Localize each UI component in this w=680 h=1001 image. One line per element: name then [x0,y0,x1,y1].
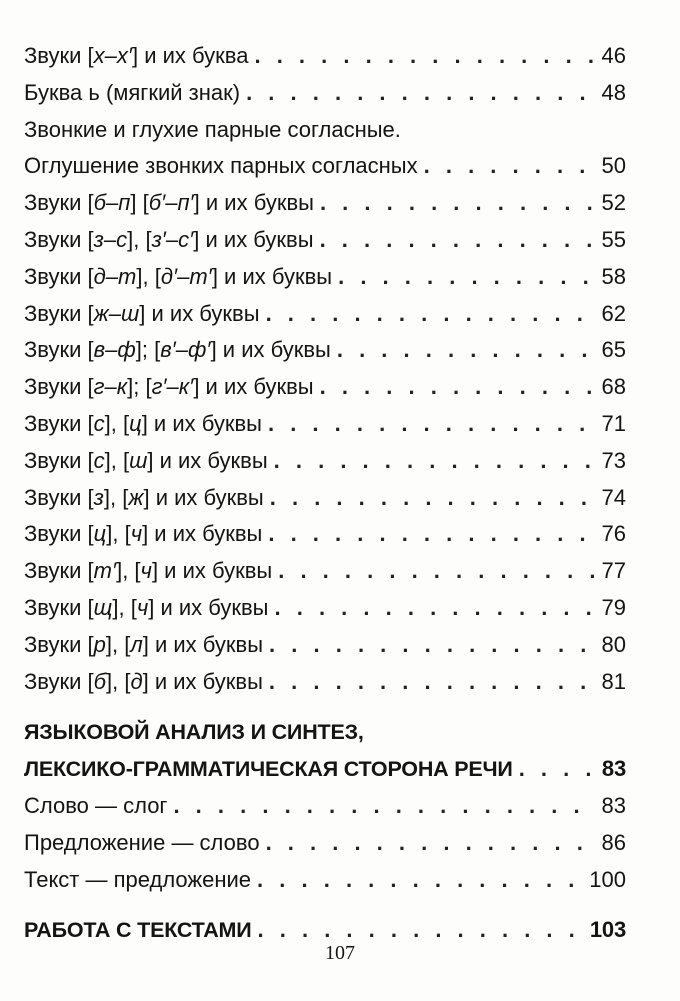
title-text: ] и их буквы [210,337,331,363]
dot-leader [338,259,595,296]
dot-leader [270,480,596,517]
dot-leader [246,75,595,112]
toc-entry [24,788,626,825]
toc-page-number: 83 [601,792,626,818]
toc-entry-title [24,148,418,185]
title-text: ], [ [104,410,130,436]
title-text: ] и их буквы [141,410,262,436]
toc-entry [24,148,626,185]
phonetic-notation: з–с [93,226,128,252]
toc-entry-title [24,259,332,296]
dot-leader [257,862,583,899]
title-text: Звонкие и глухие парные согласные. [24,116,401,142]
dot-leader [275,590,596,627]
title-text: Звуки [ [24,594,94,620]
toc-entry [24,406,626,443]
phonetic-notation: х–х′ [93,43,133,68]
dot-leader [337,332,596,369]
toc-entry-title [24,751,513,788]
dot-leader [320,185,596,222]
toc-entry [24,296,626,333]
page-number: 107 [325,942,355,964]
toc-entry-title [24,627,263,664]
toc-page-number: 48 [601,79,626,105]
toc-page-number: 76 [601,521,626,547]
table-of-contents [24,38,626,949]
toc-entry-title [24,714,626,751]
title-text: ] и их буква [132,43,249,68]
phonetic-notation: ч [140,558,152,584]
title-text: ЛЕКСИКО-ГРАММАТИЧЕСКАЯ СТОРОНА РЕЧИ [24,757,513,782]
title-text: ], [ [112,594,137,620]
toc-entry [24,480,626,517]
title-text: Звуки [ [24,668,94,694]
toc-page-number: 80 [601,631,626,657]
phonetic-notation: б′–п′ [148,190,194,216]
title-text: ] и их буквы [143,484,264,510]
phonetic-notation: с [93,447,105,473]
toc-page-number: 50 [601,153,626,179]
toc-entry [24,112,626,149]
title-text: ] и их буквы [193,226,314,252]
title-text: Звуки [ [24,263,94,289]
title-text: Звуки [ [24,484,94,510]
toc-entry-title [24,516,262,553]
phonetic-notation: ч [136,594,149,620]
toc-page-number: 55 [601,226,626,252]
toc-entry-title [24,38,248,75]
title-text: Звуки [ [24,337,94,363]
phonetic-notation: з′–с′ [151,226,194,252]
toc-page-number: 46 [601,43,626,68]
toc-entry [24,664,626,701]
phonetic-notation: ж [128,484,144,510]
toc-section-heading [24,751,626,788]
phonetic-notation: в′–ф′ [160,337,211,363]
toc-entry [24,443,626,480]
toc-page-number: 100 [589,866,626,892]
title-text: ] и их буквы [142,521,263,547]
phonetic-notation: д–т [93,263,137,289]
toc-entry-title [24,443,268,480]
toc-entry-title [24,332,331,369]
title-text: Звуки [ [24,521,94,547]
title-text: ], [ [103,484,129,510]
dot-leader [173,788,595,825]
title-text: Слово — слог [24,792,168,818]
phonetic-notation: б–п [93,190,131,216]
toc-entry-title [24,112,626,149]
phonetic-notation: ж–ш [93,300,140,326]
toc-entry-title [24,788,167,825]
toc-entry [24,259,626,296]
section-spacer [24,898,626,912]
title-text: Звуки [ [24,300,94,326]
dot-leader [278,553,595,590]
phonetic-notation: с [93,410,105,436]
toc-entry [24,332,626,369]
toc-entry-title [24,406,262,443]
toc-entry-title [24,590,269,627]
title-text: ], [ [116,558,141,584]
title-text: ] и их буквы [151,558,273,584]
toc-entry [24,185,626,222]
toc-page-number: 68 [601,374,626,400]
title-text: Звуки [ [24,631,94,657]
toc-entry-title [24,75,240,112]
toc-entry-title [24,480,264,517]
toc-entry [24,553,626,590]
title-text: Звуки [ [24,558,94,584]
toc-entry-title [24,296,260,333]
title-text: Предложение — слово [24,829,260,855]
toc-entry [24,516,626,553]
title-text: Звуки [ [24,374,94,400]
phonetic-notation: ц [93,521,107,547]
title-text: Звуки [ [24,226,94,252]
toc-page-number: 79 [601,594,626,620]
toc-entry-title [24,862,251,899]
dot-leader [519,751,596,788]
title-text: ] и их буквы [211,263,333,289]
title-text: РАБОТА С ТЕКСТАМИ [24,918,252,943]
title-text: Звуки [ [24,410,94,436]
toc-page-number: 62 [601,300,626,326]
phonetic-notation: ш [129,447,148,473]
title-text: ], [ [106,521,131,547]
toc-page-number: 58 [601,263,626,289]
toc-entry-title [24,825,260,862]
dot-leader [254,38,595,75]
toc-entry-title [24,553,272,590]
toc-page-number: 74 [601,484,626,510]
dot-leader [268,406,596,443]
toc-entry [24,590,626,627]
title-text: ] и их буквы [147,447,268,473]
toc-page-number: 73 [601,447,626,473]
title-text: ] [ [130,190,149,216]
dot-leader [424,148,596,185]
title-text: ]; [ [127,374,152,400]
title-text: ] и их буквы [193,374,314,400]
phonetic-notation: ч [130,521,143,547]
phonetic-notation: з [93,484,104,510]
title-text: Оглушение звонких парных согласных [24,153,418,179]
toc-entry-title [24,369,314,406]
toc-page-number: 65 [601,337,626,363]
toc-entry-title [24,664,263,701]
toc-page-number: 86 [601,829,626,855]
title-text: ] и их буквы [148,594,269,620]
title-text: ], [ [106,668,131,694]
title-text: Звуки [ [24,190,94,216]
toc-page-number: 77 [601,558,626,584]
toc-entry [24,627,626,664]
toc-entry [24,369,626,406]
phonetic-notation: р [93,631,106,657]
toc-entry [24,862,626,899]
dot-leader [269,664,596,701]
title-text: ЯЗЫКОВОЙ АНАЛИЗ И СИНТЕЗ, [24,720,364,745]
phonetic-notation: в–ф [93,337,136,363]
title-text: ], [ [104,447,130,473]
phonetic-notation: г′–к′ [151,374,194,400]
toc-page-number: 71 [601,410,626,436]
title-text: Звуки [ [24,43,94,68]
dot-leader [266,296,596,333]
dot-leader [320,369,596,406]
title-text: ] и их буквы [142,631,264,657]
phonetic-notation: щ [93,594,113,620]
phonetic-notation: л [130,631,143,657]
dot-leader [268,516,595,553]
title-text: ] и их буквы [193,190,314,216]
dot-leader [320,222,596,259]
toc-page-number: 83 [601,756,626,782]
phonetic-notation: б [93,668,107,694]
title-text: Текст — предложение [24,866,252,892]
phonetic-notation: д′–т′ [160,263,212,289]
toc-entry [24,38,626,75]
toc-entry-title [24,222,314,259]
toc-page-number: 52 [601,190,626,216]
phonetic-notation: ц [129,410,142,436]
title-text: Буква ь (мягкий знак) [24,79,241,105]
toc-page-number: 103 [589,917,626,943]
section-spacer [24,700,626,714]
title-text: ]; [ [135,337,161,363]
title-text: ] и их буквы [142,668,263,694]
title-text: ], [ [136,263,161,289]
title-text: ], [ [127,226,152,252]
toc-section-heading [24,714,626,751]
toc-page-number: 81 [601,668,626,694]
dot-leader [274,443,596,480]
toc-entry-title [24,185,314,222]
dot-leader [266,825,596,862]
title-text: Звуки [ [24,447,94,473]
phonetic-notation: т′ [93,558,117,584]
phonetic-notation: д [130,668,143,694]
toc-entry [24,222,626,259]
phonetic-notation: г–к [93,374,128,400]
toc-entry [24,825,626,862]
toc-entry [24,75,626,112]
title-text: ], [ [105,631,131,657]
title-text: ] и их буквы [139,300,260,326]
dot-leader [269,627,595,664]
